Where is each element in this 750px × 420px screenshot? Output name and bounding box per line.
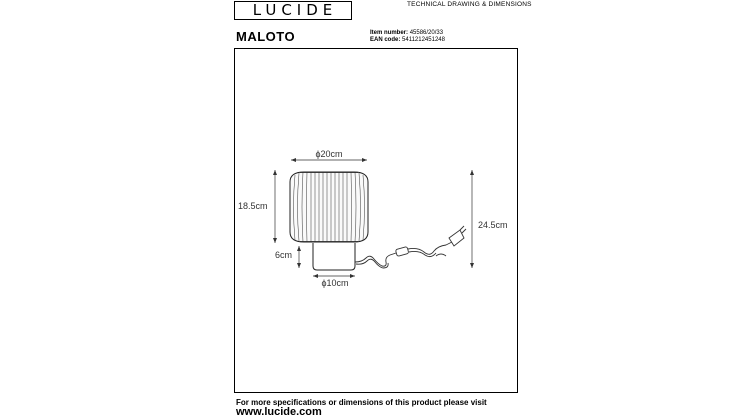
item-number-value: 45586/20/33 <box>409 30 444 36</box>
footer-note: For more specifications or dimensions of this product please visit <box>236 398 487 407</box>
dimension-total-height <box>470 170 508 268</box>
shade-diameter-label: ϕ20cm <box>315 149 343 159</box>
ean-label: EAN code: <box>370 37 401 43</box>
footer-url[interactable]: www.lucide.com <box>236 406 322 418</box>
lamp-shade <box>290 172 368 242</box>
base-diameter-label: ϕ10cm <box>321 278 349 288</box>
brand-logo: LUCIDE <box>234 1 352 20</box>
dimension-shade-height <box>238 170 277 243</box>
plug-icon <box>449 226 466 246</box>
dimension-base-diameter <box>313 274 355 288</box>
lamp-base <box>313 243 355 270</box>
dimension-shade-diameter <box>291 149 367 162</box>
total-height-label: 24.5cm <box>478 220 508 230</box>
document-type: TECHNICAL DRAWING & DIMENSIONS <box>407 1 532 8</box>
product-name: MALOTO <box>236 29 296 44</box>
ean-value: 5411212451248 <box>402 37 445 43</box>
dimension-base-height <box>275 246 301 268</box>
item-number-label: Item number: <box>370 30 409 36</box>
shade-height-label: 18.5cm <box>238 201 268 211</box>
base-height-label: 6cm <box>275 250 293 260</box>
power-cable <box>355 242 452 268</box>
